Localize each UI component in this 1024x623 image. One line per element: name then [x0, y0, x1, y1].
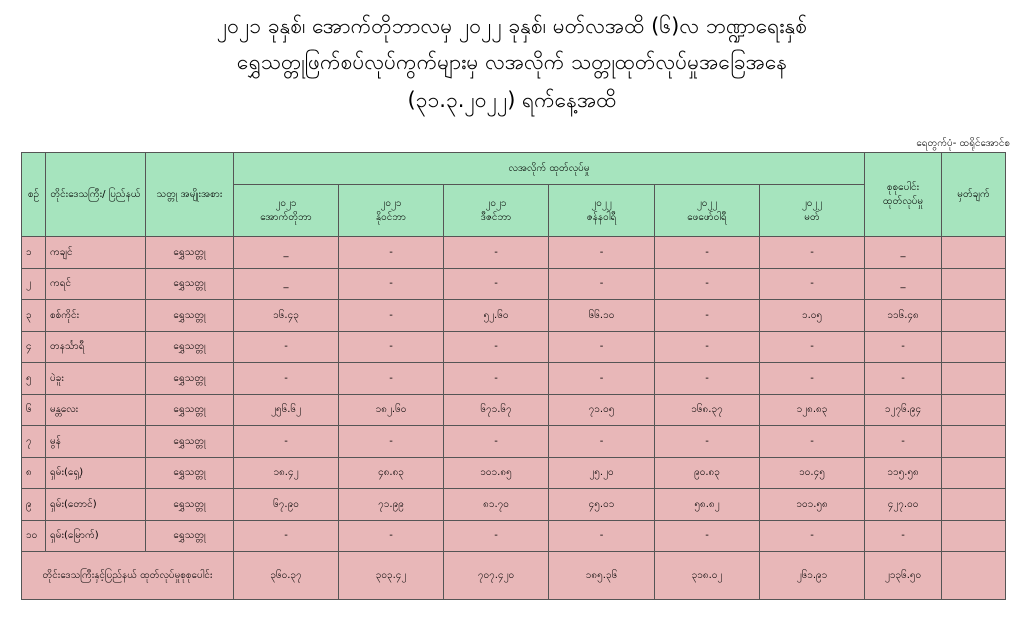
row-remark: [942, 363, 1006, 395]
footer-month-total: ၇၀၇.၄၂၀: [444, 552, 549, 600]
row-type: ရွှေသတ္တု: [146, 457, 234, 489]
header-type: သတ္တု အမျိုးအစား: [146, 153, 234, 237]
table-row: [22, 237, 1006, 269]
row-region: မွန်: [46, 426, 146, 458]
header-monthly: လအလိုက် ထုတ်လုပ်မှု: [234, 153, 865, 185]
row-region: တနင်္သာရီ: [46, 331, 146, 363]
row-month-value: -: [655, 237, 760, 269]
header-month-2: [339, 185, 444, 237]
row-region: စစ်ကိုင်း: [46, 300, 146, 332]
row-type: ရွှေသတ္တု: [146, 237, 234, 269]
report-title-line-2: ရွှေသတ္တုဖြက်စပ်လုပ်ကွက်များမှ လအလိုက် သတ္တုထုတ်လုပ်မှုအခြေအနေ: [236, 50, 788, 74]
header-month-name: မတ်: [804, 211, 820, 223]
row-remark: [942, 520, 1006, 552]
header-month-name: ဇန်နဝါရီ: [586, 211, 617, 223]
row-remark: [942, 426, 1006, 458]
table-row: [22, 331, 1006, 363]
row-region: ရှမ်း(ရှေ့): [46, 457, 146, 489]
row-region: ကရင်: [46, 268, 146, 300]
header-month-year: ၂၀၂၁: [485, 197, 507, 209]
row-month-value: -: [655, 363, 760, 395]
row-region: ပဲခူး: [46, 363, 146, 395]
row-month-value: _: [234, 237, 339, 269]
row-month-value: -: [234, 363, 339, 395]
row-remark: [942, 300, 1006, 332]
row-month-value: -: [444, 426, 549, 458]
row-month-value: -: [339, 237, 444, 269]
row-month-value: ၇၁.၀၅: [549, 394, 655, 426]
row-month-value: ၅၈.၈၂: [655, 489, 760, 521]
row-total: -: [865, 331, 942, 363]
table-row: [22, 457, 1006, 489]
row-no: ၇: [22, 426, 46, 458]
row-type: ရွှေသတ္တု: [146, 363, 234, 395]
row-month-value: ၁၀.၄၅: [760, 457, 865, 489]
row-month-value: -: [444, 268, 549, 300]
header-month-year: ၂၀၂၂: [801, 197, 823, 209]
header-month-name: အောက်တိုဘာ: [260, 211, 312, 223]
table-row: [22, 489, 1006, 521]
row-region: ရှမ်း(တောင်): [46, 489, 146, 521]
footer-month-total: ၂၆၁.၉၁: [760, 552, 865, 600]
row-month-value: _: [234, 268, 339, 300]
table-row: [22, 363, 1006, 395]
row-month-value: ၁၈.၄၂: [234, 457, 339, 489]
row-region: ရှမ်း(မြောက်): [46, 520, 146, 552]
row-month-value: -: [760, 520, 865, 552]
row-month-value: -: [760, 426, 865, 458]
unit-note: ရေတွက်ပုံ- ထရိုင်အောင်စ: [916, 138, 1010, 149]
header-no: စဉ်: [22, 153, 46, 237]
row-month-value: ၂၅၆.၆၂: [234, 394, 339, 426]
row-month-value: ၁၆၈.၃၇: [655, 394, 760, 426]
row-month-value: -: [760, 363, 865, 395]
row-month-value: -: [655, 268, 760, 300]
row-no: ၄: [22, 331, 46, 363]
table-row: [22, 520, 1006, 552]
row-month-value: -: [444, 331, 549, 363]
report-title-line-3: (၃၁.၃.၂၀၂၂) ရက်နေ့အထိ: [407, 88, 617, 112]
footer-remark: [942, 552, 1006, 600]
header-month-name: နိုဝင်ဘာ: [375, 211, 407, 223]
row-month-value: ၁.၀၅: [760, 300, 865, 332]
table-row: [22, 426, 1006, 458]
row-month-value: -: [339, 268, 444, 300]
row-no: ၁: [22, 237, 46, 269]
row-month-value: -: [444, 237, 549, 269]
row-month-value: ၇၁.၉၉: [339, 489, 444, 521]
row-remark: [942, 268, 1006, 300]
row-month-value: -: [339, 520, 444, 552]
table-row: [22, 268, 1006, 300]
row-no: ၉: [22, 489, 46, 521]
row-month-value: ၁၈၂.၆၀: [339, 394, 444, 426]
table-row: [22, 300, 1006, 332]
row-no: ၂: [22, 268, 46, 300]
row-month-value: ၁၆.၄၃: [234, 300, 339, 332]
table-row: [22, 394, 1006, 426]
row-no: ၈: [22, 457, 46, 489]
row-month-value: -: [234, 331, 339, 363]
row-total: -: [865, 426, 942, 458]
row-no: ၅: [22, 363, 46, 395]
row-no: ၆: [22, 394, 46, 426]
row-no: ၃: [22, 300, 46, 332]
footer-grand-total: ၂၁၃၆.၅၀: [865, 552, 942, 600]
header-month-year: ၂၀၂၁: [380, 197, 402, 209]
row-month-value: -: [549, 363, 655, 395]
header-remark: မှတ်ချက်: [942, 153, 1006, 237]
header-month-4: [549, 185, 655, 237]
row-total: _: [865, 268, 942, 300]
footer-month-total: ၃၀၃.၄၂: [339, 552, 444, 600]
header-month-1: [234, 185, 339, 237]
report-title-line-1: ၂၀၂၁ ခုနှစ်၊ အောက်တိုဘာလမှ ၂၀၂၂ ခုနှစ်၊ မတ်လအထိ (၆)လ ဘဏ္ဍာရေးနှစ်: [216, 14, 808, 38]
footer-month-total: ၁၈၅.၃၆: [549, 552, 655, 600]
row-month-value: -: [760, 237, 865, 269]
row-month-value: ၁၀၁.၅၈: [760, 489, 865, 521]
row-month-value: -: [234, 520, 339, 552]
row-month-value: ၅၂.၆၀: [444, 300, 549, 332]
row-remark: [942, 331, 1006, 363]
row-month-value: -: [655, 520, 760, 552]
header-month-5: [655, 185, 760, 237]
header-month-year: ၂၀၂၂: [591, 197, 612, 209]
row-total: -: [865, 520, 942, 552]
row-total: -: [865, 363, 942, 395]
row-type: ရွှေသတ္တု: [146, 426, 234, 458]
row-month-value: -: [549, 268, 655, 300]
header-month-year: ၂၀၂၁: [275, 197, 297, 209]
header-region: တိုင်းဒေသကြီး/ ပြည်နယ်: [46, 153, 146, 237]
row-no: ၁၀: [22, 520, 46, 552]
production-table: [21, 152, 1006, 600]
row-total: ၁၂၇၆.၉၄: [865, 394, 942, 426]
row-month-value: -: [549, 237, 655, 269]
row-month-value: ၆၇၁.၆၇: [444, 394, 549, 426]
header-total: စုစုပေါင်း ထုတ်လုပ်မှု: [865, 153, 942, 237]
row-type: ရွှေသတ္တု: [146, 489, 234, 521]
row-month-value: -: [549, 520, 655, 552]
row-type: ရွှေသတ္တု: [146, 268, 234, 300]
row-type: ရွှေသတ္တု: [146, 394, 234, 426]
row-month-value: ၉၀.၈၃: [655, 457, 760, 489]
header-month-6: [760, 185, 865, 237]
row-month-value: -: [339, 300, 444, 332]
row-total: ၁၁၆.၄၈: [865, 300, 942, 332]
row-region: ကချင်: [46, 237, 146, 269]
header-month-name: ဖေဖော်ဝါရီ: [687, 211, 727, 223]
row-total: ၁၁၅.၅၈: [865, 457, 942, 489]
row-month-value: -: [655, 331, 760, 363]
header-month-name: ဒီဇင်ဘာ: [480, 211, 512, 223]
row-month-value: -: [444, 520, 549, 552]
footer-month-total: ၃၆၀.၃၇: [234, 552, 339, 600]
row-month-value: ၆၇.၉၀: [234, 489, 339, 521]
footer-month-total: ၃၁၈.၀၂: [655, 552, 760, 600]
row-remark: [942, 457, 1006, 489]
row-month-value: -: [339, 363, 444, 395]
header-month-year: ၂၀၂၂: [696, 197, 718, 209]
row-total: _: [865, 237, 942, 269]
row-month-value: ၆၆.၁၀: [549, 300, 655, 332]
row-month-value: ၈၁.၇၀: [444, 489, 549, 521]
header-month-3: [444, 185, 549, 237]
row-type: ရွှေသတ္တု: [146, 300, 234, 332]
row-month-value: -: [760, 268, 865, 300]
row-month-value: -: [549, 331, 655, 363]
row-type: ရွှေသတ္တု: [146, 520, 234, 552]
row-month-value: -: [339, 331, 444, 363]
row-month-value: ၄၅.၀၁: [549, 489, 655, 521]
footer-label: တိုင်းဒေသကြီးနှင့်ပြည်နယ် ထုတ်လုပ်မှုစုစုပေါင်း: [22, 552, 234, 600]
row-remark: [942, 489, 1006, 521]
row-month-value: -: [549, 426, 655, 458]
row-total: ၄၂၇.၀၀: [865, 489, 942, 521]
row-remark: [942, 394, 1006, 426]
row-month-value: -: [760, 331, 865, 363]
row-month-value: -: [234, 426, 339, 458]
row-type: ရွှေသတ္တု: [146, 331, 234, 363]
row-month-value: -: [339, 426, 444, 458]
row-month-value: ၁၂၈.၈၃: [760, 394, 865, 426]
row-month-value: ၁၀၁.၈၅: [444, 457, 549, 489]
row-month-value: -: [655, 300, 760, 332]
row-month-value: ၄၈.၈၃: [339, 457, 444, 489]
row-region: မန္တလေး: [46, 394, 146, 426]
row-month-value: ၂၅.၂၀: [549, 457, 655, 489]
row-month-value: -: [655, 426, 760, 458]
row-remark: [942, 237, 1006, 269]
row-month-value: -: [444, 363, 549, 395]
